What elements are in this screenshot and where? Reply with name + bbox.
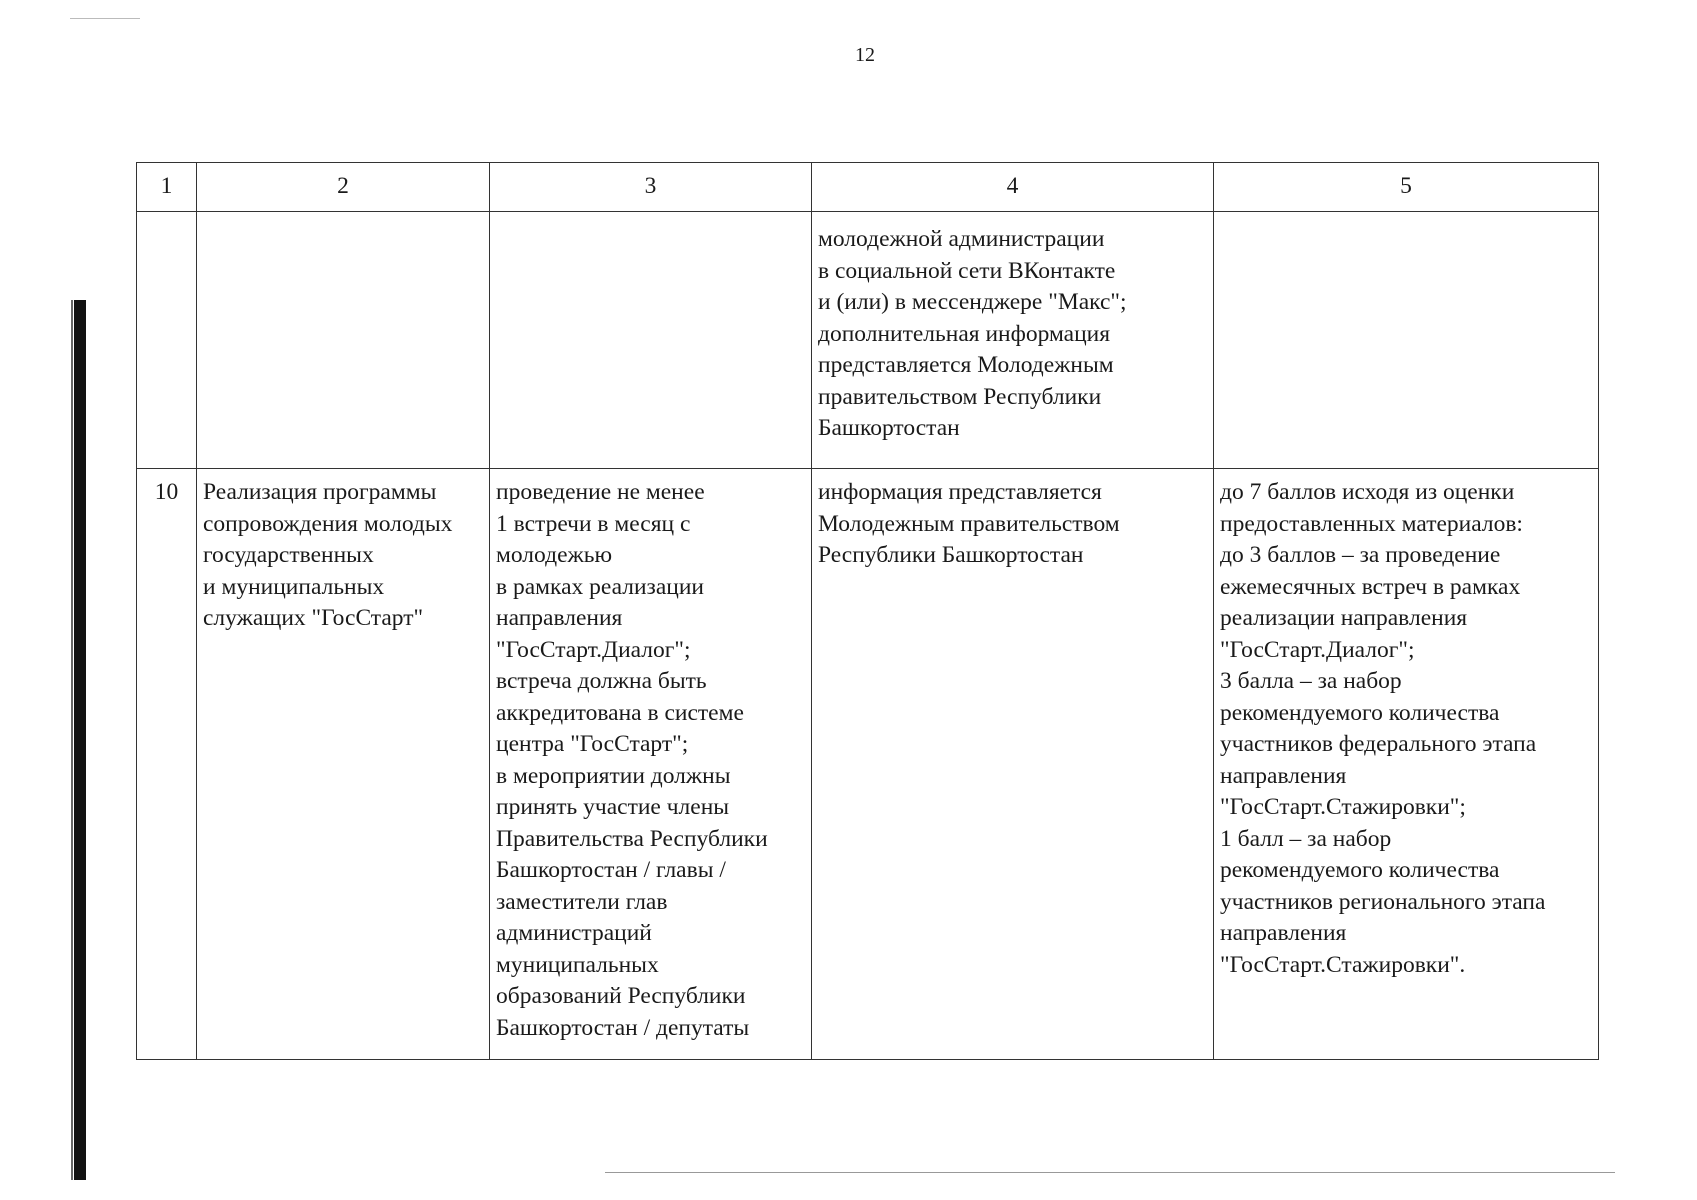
row-10-name-cell <box>197 469 490 1060</box>
header-col-2: 2 <box>197 163 490 212</box>
cont-cell-source <box>812 212 1214 469</box>
table-row-continuation <box>137 212 1599 469</box>
criteria-table <box>136 162 1599 1060</box>
row-10-name: Реализация программы сопровождения молодых государственных и муниципальных служащих "ГосСтарт" <box>203 479 453 631</box>
row-10-source-cell <box>812 469 1214 1060</box>
cont-cell-name <box>197 212 490 469</box>
table-header-row <box>137 163 1599 212</box>
row-10-criteria-cell <box>490 469 812 1060</box>
table-row-10 <box>137 469 1599 1060</box>
cont-cell-scoring <box>1214 212 1599 469</box>
row-10-scoring-cell <box>1214 469 1599 1060</box>
row-10-number: 10 <box>137 469 197 1060</box>
bottom-rule <box>605 1172 1615 1173</box>
header-col-4: 4 <box>812 163 1214 212</box>
scan-corner-mark <box>70 18 140 19</box>
header-col-5: 5 <box>1214 163 1599 212</box>
row-10-scoring: до 7 баллов исходя из оценки предоставленных материалов: до 3 баллов – за проведение ежемесячных встреч в рамках реализации направления "ГосСтарт.Диалог"; 3 балла – за набор рекомендуемого количества участников федерального этапа направления "ГосСтарт.Стажировки"; 1 балл – за набор рекомендуемого количества участников регионального этапа направления "ГосСтарт.Стажировки". <box>1220 479 1546 978</box>
scan-edge-line <box>71 300 73 1180</box>
cont-cell-criteria <box>490 212 812 469</box>
page-number: 12 <box>855 44 875 66</box>
cont-source-text: молодежной администрации в социальной сети ВКонтакте и (или) в мессенджере "Макс"; дополнительная информация представляется Молодежным правительством Республики Башкортостан <box>818 226 1127 441</box>
cont-cell-number <box>137 212 197 469</box>
row-10-criteria: проведение не менее 1 встречи в месяц с молодежью в рамках реализации направления "ГосСтарт.Диалог"; встреча должна быть аккредитована в системе центра "ГосСтарт"; в мероприятии должны принять участие члены Правительства Республики Башкортостан / главы / заместители глав администраций муниципальных образований Республики Башкортостан / депутаты <box>496 479 768 1041</box>
row-10-source: информация представляется Молодежным правительством Республики Башкортостан <box>818 479 1120 568</box>
header-col-3: 3 <box>490 163 812 212</box>
header-col-1: 1 <box>137 163 197 212</box>
scan-edge-bar <box>74 300 86 1180</box>
